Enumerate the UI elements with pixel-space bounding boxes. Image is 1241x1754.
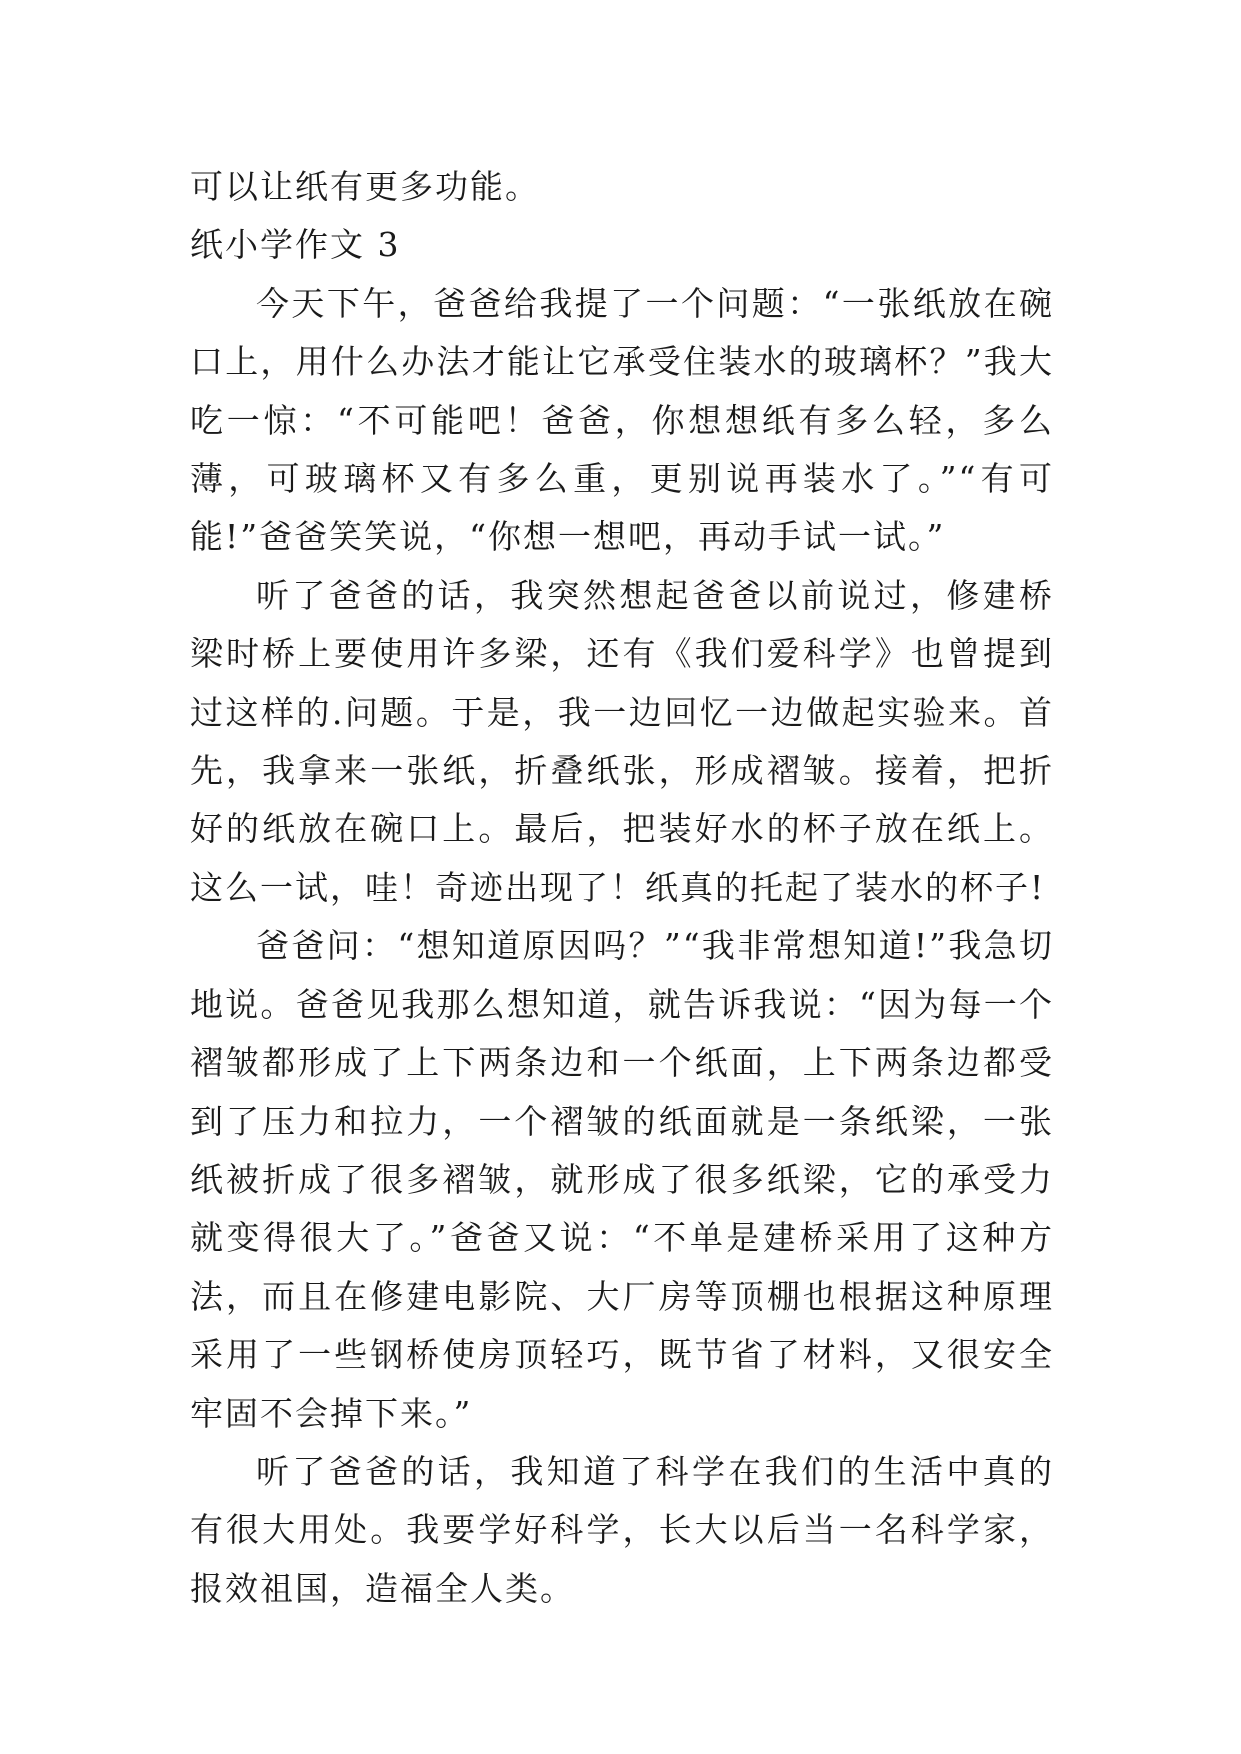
continuation-line: 可以让纸有更多功能。	[190, 167, 540, 206]
paragraph-1: 今天下午，爸爸给我提了一个问题：“一张纸放在碗口上，用什么办法才能让它承受住装水的玻璃杯？”我大吃一惊：“不可能吧！爸爸，你想想纸有多么轻，多么薄，可玻璃杯又有多么重，更别说再装水了。”“有可能!”爸爸笑笑说，“你想一想吧，再动手试一试。”	[190, 283, 1054, 557]
paragraph-2: 听了爸爸的话，我突然想起爸爸以前说过，修建桥梁时桥上要使用许多梁，还有《我们爱科学》也曾提到过这样的.问题。于是，我一边回忆一边做起实验来。首先，我拿来一张纸，折叠纸张，形成褶皱。接着，把折好的纸放在碗口上。最后，把装好水的杯子放在纸上。这么一试，哇！奇迹出现了！纸真的托起了装水的杯子!	[190, 575, 1054, 907]
paragraph-3: 爸爸问：“想知道原因吗？”“我非常想知道!”我急切地说。爸爸见我那么想知道，就告诉我说：“因为每一个褶皱都形成了上下两条边和一个纸面，上下两条边都受到了压力和拉力，一个褶皱的纸面就是一条纸梁，一张纸被折成了很多褶皱，就形成了很多纸梁，它的承受力就变得很大了。”爸爸又说：“不单是建桥采用了这种方法，而且在修建电影院、大厂房等顶棚也根据这种原理采用了一些钢桥使房顶轻巧，既节省了材料，又很安全牢固不会掉下来。”	[190, 926, 1054, 1433]
essay-heading: 纸小学作文 3	[190, 225, 401, 265]
paragraph-4: 听了爸爸的话，我知道了科学在我们的生活中真的有很大用处。我要学好科学，长大以后当一名科学家，报效祖国，造福全人类。	[190, 1451, 1054, 1608]
document-body	[190, 158, 1054, 1618]
